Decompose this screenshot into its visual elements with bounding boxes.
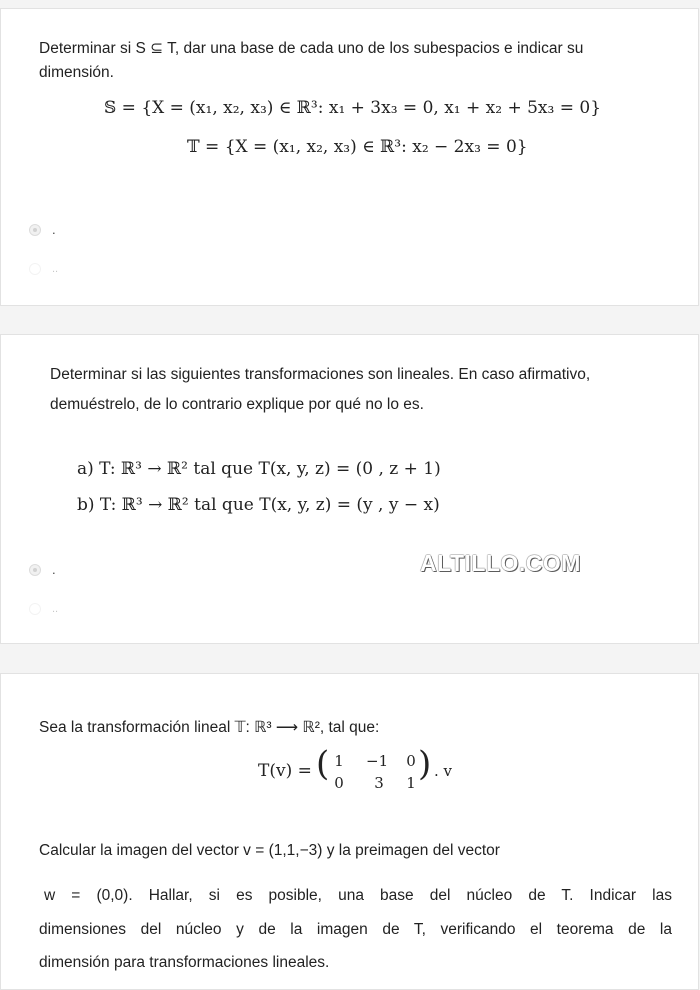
q3-line-1: Sea la transformación lineal 𝕋: ℝ³ ⟶ ℝ², tal que: [39,719,380,736]
q2-line-2: demuéstrelo, de lo contrario explique por qué no lo es. [50,396,424,413]
tv-rhs: . v [434,762,453,780]
matrix-cell: 0 [334,774,344,792]
q2-option-b-label: .. [52,603,59,615]
q2-item-b: b) T: ℝ³ → ℝ² tal que T(x, y, z) = (y , y − x) [77,495,440,515]
watermark-logo: ALTILLO.COM [420,550,581,576]
set-s-definition: 𝕊 = {X = (x₁, x₂, x₃) ∈ ℝ³: x₁ + 3x₃ = 0, x₁ + x₂ + 5x₃ = 0} [104,98,602,118]
q3-line-3: w = (0,0). Hallar, si es posible, una base del núcleo de T. Indicar las [44,887,672,904]
q1-option-a-radio[interactable] [29,224,41,236]
transformation-matrix: ( 1 −1 0 0 3 1 ) [316,744,432,792]
matrix-cell: 1 [334,752,344,770]
q2-option-b-radio[interactable] [29,603,41,615]
q1-option-b-radio[interactable] [29,263,41,275]
q1-option-b-label: .. [52,263,59,275]
q1-option-a-label: . [52,222,56,237]
matrix-cell: −1 [366,752,389,770]
matrix-cell: 1 [406,774,416,792]
q2-option-a-radio[interactable] [29,564,41,576]
set-t-definition: 𝕋 = {X = (x₁, x₂, x₃) ∈ ℝ³: x₂ − 2x₃ = 0} [187,137,528,157]
q2-option-a-label: . [52,562,56,577]
q3-line-2: Calcular la imagen del vector v = (1,1,−3) y la preimagen del vector [39,842,500,859]
q2-item-a: a) T: ℝ³ → ℝ² tal que T(x, y, z) = (0 , z + 1) [77,459,441,479]
q3-line-5: dimensión para transformaciones lineales. [39,954,330,971]
q1-intro-2: dimensión. [39,64,114,81]
matrix-cell: 0 [406,752,416,770]
q2-line-1: Determinar si las siguientes transformaciones son lineales. En caso afirmativo, [50,366,591,383]
q1-intro: Determinar si S ⊆ T, dar una base de cada uno de los subespacios e indicar su [39,40,584,57]
tv-lhs: T(v) = [258,761,312,781]
matrix-cell: 3 [374,774,384,792]
q3-line-4: dimensiones del núcleo y de la imagen de T, verificando el teorema de la [39,921,672,938]
